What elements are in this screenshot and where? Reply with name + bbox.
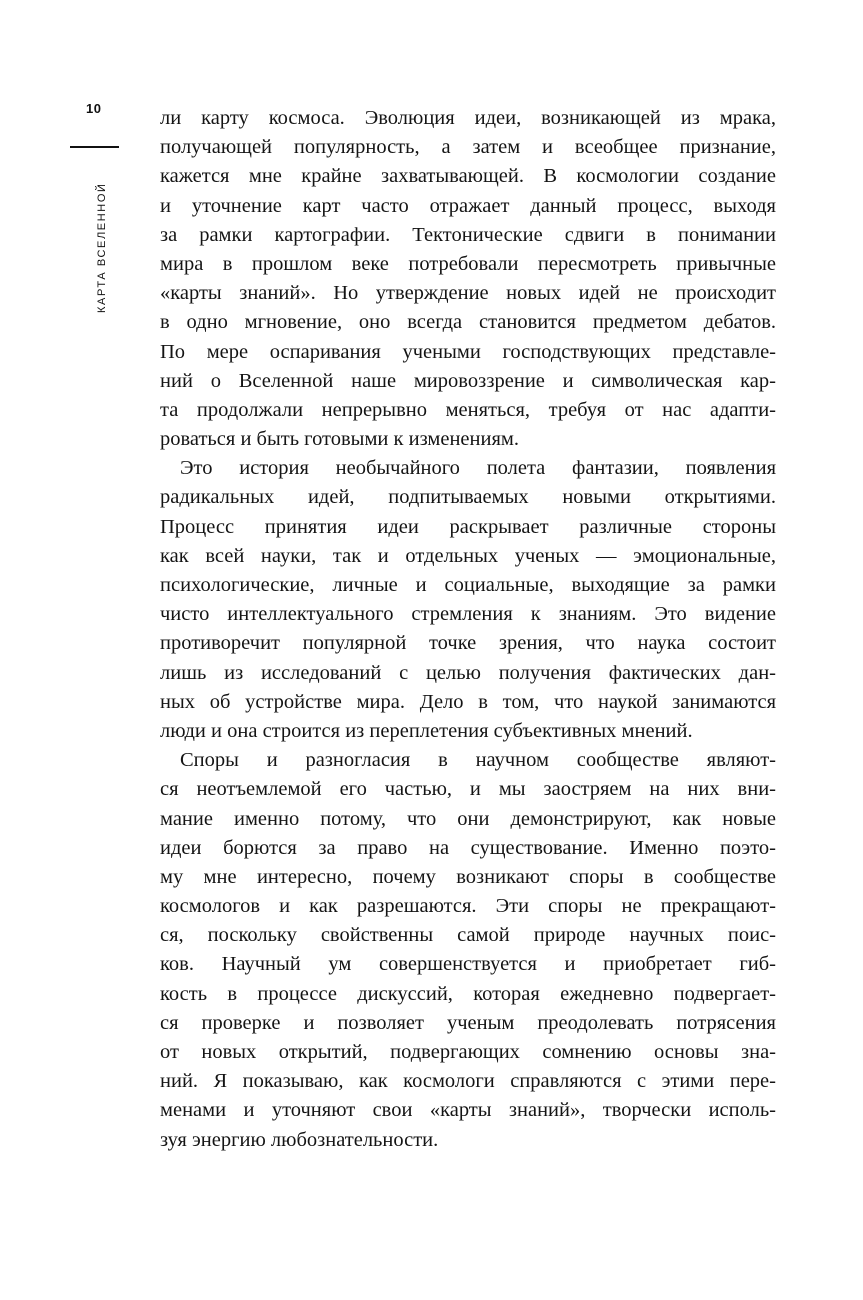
text-line: психологические, личные и социальные, выходящие за рамки <box>160 574 776 596</box>
text-line: чисто интеллектуального стремления к знаниям. Это видение <box>160 603 776 626</box>
text-line: кость в процессе дискуссий, которая ежедневно подвергает- <box>160 982 776 1005</box>
text-line: в одно мгновение, оно всегда становится предметом дебатов. <box>160 311 776 334</box>
text-line: Процесс принятия идеи раскрывает различные стороны <box>160 515 776 538</box>
text-line: Споры и разногласия в научном сообществе являют- <box>180 749 776 772</box>
text-line: как всей науки, так и отдельных ученых — эмоциональные, <box>160 544 776 567</box>
text-line: мира в прошлом веке потребовали пересмотреть привычные <box>160 252 776 275</box>
margin-rule <box>70 146 119 148</box>
text-line: ний. Я показываю, как космологи справляются с этими пере- <box>160 1070 776 1093</box>
text-line: ли карту космоса. Эволюция идеи, возникающей из мрака, <box>160 107 776 129</box>
text-line: лишь из исследований с целью получения фактических дан- <box>160 661 776 684</box>
text-line: ся проверке и позволяет ученым преодолевать потрясения <box>160 1011 776 1034</box>
text-line: идеи борются за право на существование. Именно поэто- <box>160 836 776 859</box>
text-line: космологов и как разрешаются. Эти споры не прекращают- <box>160 895 776 918</box>
paragraph <box>160 454 776 746</box>
text-column <box>160 104 776 1155</box>
running-title: КАРТА ВСЕЛЕННОЙ <box>96 182 108 313</box>
text-line: и уточнение карт часто отражает данный процесс, выходя <box>160 194 776 217</box>
text-line: Это история необычайного полета фантазии, появления <box>180 457 776 480</box>
text-line: менами и уточняют свои «карты знаний», творчески исполь- <box>160 1099 776 1122</box>
text-line: зуя энергию любознательности. <box>160 1128 439 1151</box>
text-line: ся, поскольку свойственны самой природе научных поис- <box>160 924 776 947</box>
text-line: получающей популярность, а затем и всеобщее признание, <box>160 136 776 159</box>
paragraph <box>160 746 776 1155</box>
page-number: 10 <box>86 101 102 116</box>
text-line: «карты знаний». Но утверждение новых идей не происходит <box>160 282 776 305</box>
text-line: ний о Вселенной наше мировоззрение и символическая кар- <box>160 369 776 392</box>
text-line: та продолжали непрерывно меняться, требуя от нас адапти- <box>160 398 776 421</box>
text-line: радикальных идей, подпитываемых новыми открытиями. <box>160 486 776 509</box>
text-line: за рамки картографии. Тектонические сдвиги в понимании <box>160 223 776 246</box>
text-line: му мне интересно, почему возникают споры в сообществе <box>160 865 776 888</box>
paragraph <box>160 104 776 454</box>
text-line: ных об устройстве мира. Дело в том, что наукой занимаются <box>160 690 776 713</box>
text-line: противоречит популярной точке зрения, что наука состоит <box>160 632 776 655</box>
text-line: ся неотъемлемой его частью, и мы заостряем на них вни- <box>160 778 776 801</box>
text-line: мание именно потому, что они демонстрируют, как новые <box>160 807 776 830</box>
text-line: роваться и быть готовыми к изменениям. <box>160 428 519 451</box>
text-line: люди и она строится из переплетения субъективных мнений. <box>160 719 693 742</box>
text-line: кажется мне крайне захватывающей. В космологии создание <box>160 165 776 188</box>
text-line: от новых открытий, подвергающих сомнению основы зна- <box>160 1041 776 1063</box>
text-line: ков. Научный ум совершенствуется и приобретает гиб- <box>160 953 776 976</box>
text-line: По мере оспаривания учеными господствующих представле- <box>160 340 776 363</box>
